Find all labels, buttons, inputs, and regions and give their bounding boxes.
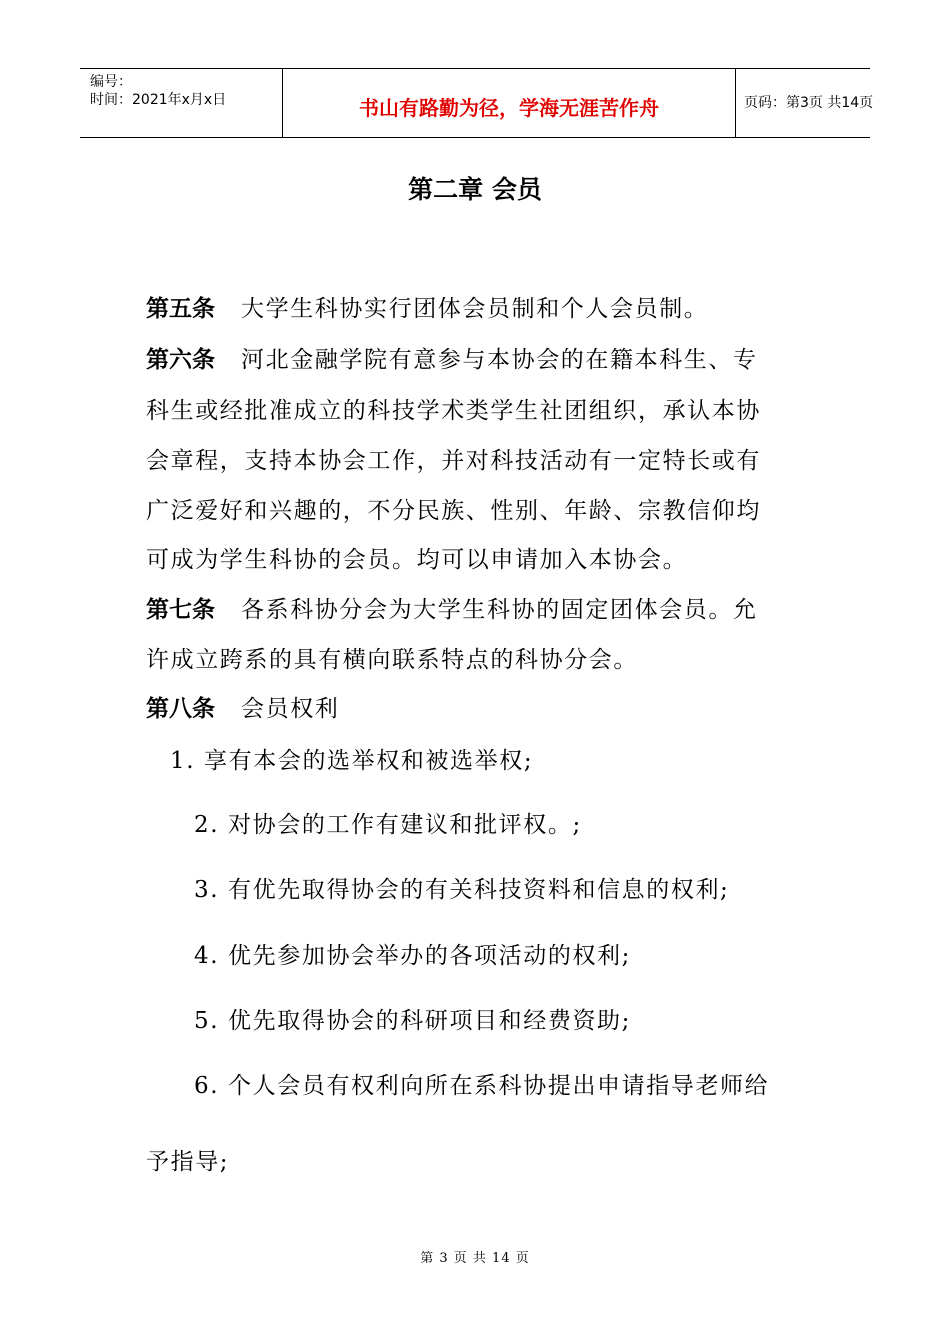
article-line: [146, 442, 761, 475]
article-text: 各系科协分会为大学生科协的固定团体会员。允: [241, 597, 758, 623]
header-motto: 书山有路勤为径，学海无涯苦作舟: [359, 96, 659, 120]
rights-item: 2. 对协会的工作有建议和批评权。;: [194, 812, 582, 838]
article-line: [146, 541, 687, 574]
article-line: [146, 641, 638, 674]
document-number-label: 编号：: [90, 74, 132, 90]
header-motto-cell: [282, 69, 736, 137]
article-label: 第八条: [146, 696, 215, 722]
header-page-info: 页码：第3页 共14页: [744, 95, 874, 111]
article-text: 会章程，支持本协会工作，并对科技活动有一定特长或有: [146, 448, 761, 474]
rights-item-continuation: 予指导;: [146, 1149, 230, 1175]
chapter-title: 第二章 会员: [408, 175, 542, 204]
rights-item: 5. 优先取得协会的科研项目和经费资助;: [194, 1008, 632, 1034]
article-label: 第五条: [146, 296, 215, 322]
article-text: 广泛爱好和兴趣的，不分民族、性别、年龄、宗教信仰均: [146, 498, 761, 524]
article-line: [146, 341, 758, 374]
article-line: [146, 591, 758, 624]
header-page-cell: [736, 69, 874, 137]
article-text: 大学生科协实行团体会员制和个人会员制。: [241, 296, 709, 322]
document-time-label: 时间：2021年x月x日: [90, 92, 227, 108]
article-text: 可成为学生科协的会员。均可以申请加入本协会。: [146, 547, 688, 573]
article-line: [146, 492, 761, 525]
article-line: [146, 290, 708, 323]
header-meta-cell: [80, 69, 280, 137]
article-text: 会员权利: [241, 696, 340, 722]
rights-item: 3. 有优先取得协会的有关科技资料和信息的权利;: [194, 877, 730, 903]
article-text: 河北金融学院有意参与本协会的在籍本科生、专: [241, 347, 758, 373]
article-text: 科生或经批准成立的科技学术类学生社团组织，承认本协: [146, 398, 761, 424]
article-text: 许成立跨系的具有横向联系特点的科协分会。: [146, 647, 638, 673]
article-label: 第六条: [146, 347, 215, 373]
rights-item: 6. 个人会员有权利向所在系科协提出申请指导老师给: [194, 1073, 770, 1099]
article-line: [146, 690, 339, 723]
article-label: 第七条: [146, 597, 215, 623]
rights-item: 4. 优先参加协会举办的各项活动的权利;: [194, 943, 632, 969]
document-header-table: [80, 68, 874, 138]
article-line: [146, 392, 761, 425]
page-footer: 第 3 页 共 14 页: [420, 1251, 530, 1266]
rights-item: 1. 享有本会的选举权和被选举权;: [170, 748, 534, 774]
